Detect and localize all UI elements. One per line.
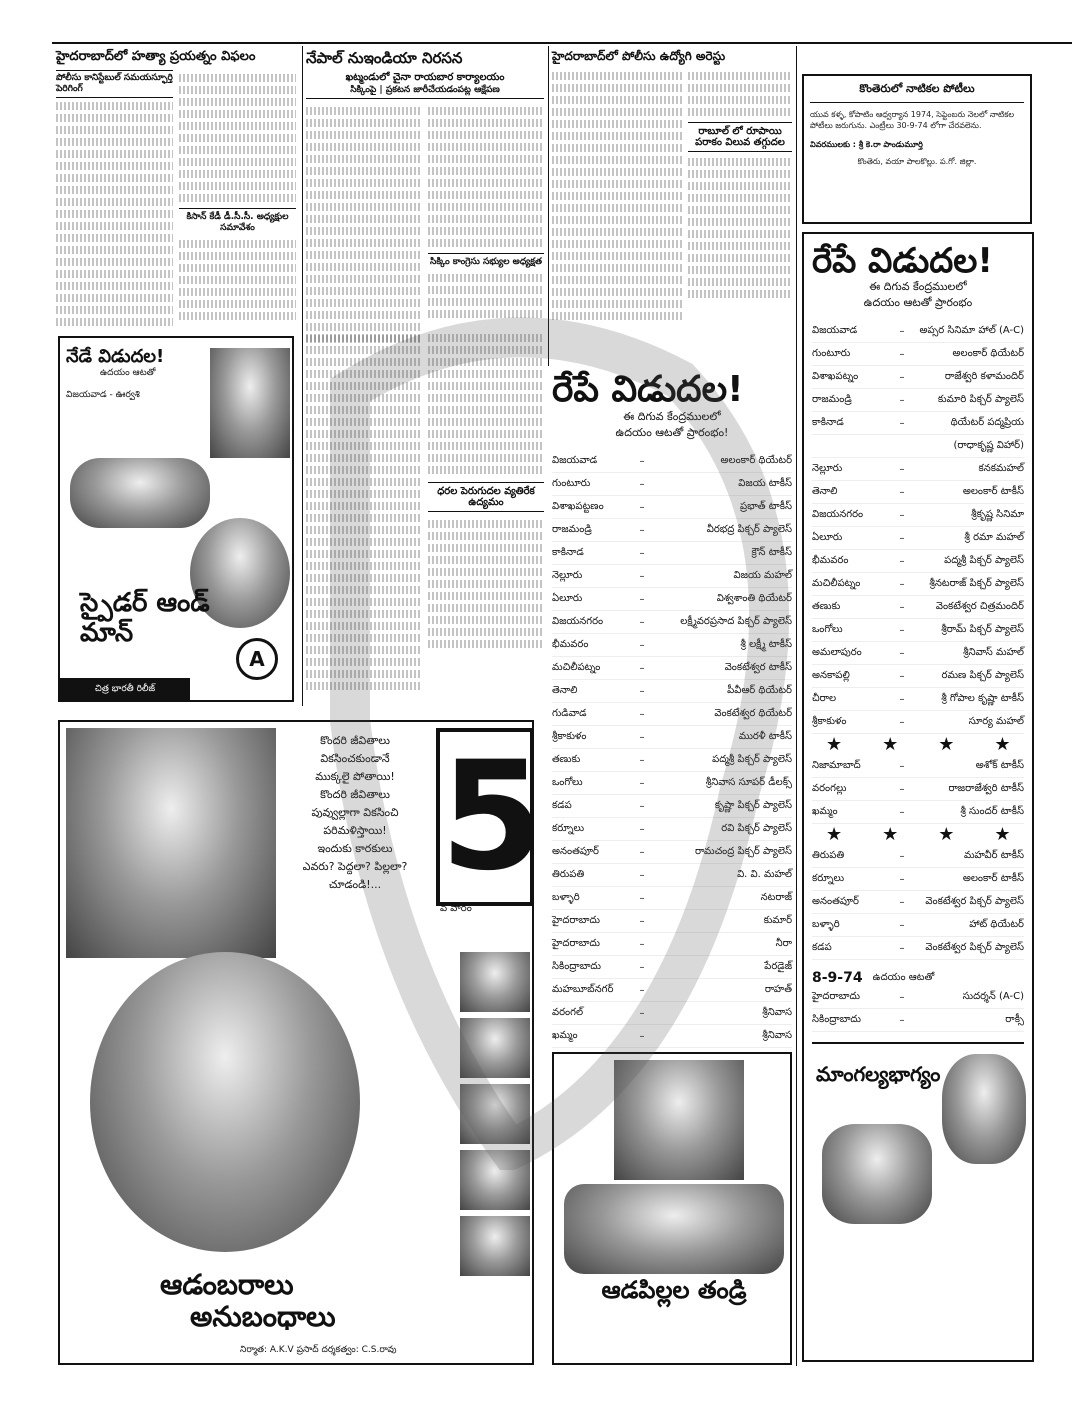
list-item-town: సికింద్రాబాదు (812, 1014, 861, 1025)
list-item-town: రాజమండ్రి (552, 524, 592, 535)
ad-spider-theatre: విజయవాడ - ఊర్వశి (66, 390, 140, 400)
list-item-dash: – (639, 846, 645, 858)
list-item-theatre: (రాధాకృష్ణ విహార్) (953, 440, 1024, 451)
list-item-town: గుంటూరు (552, 478, 591, 489)
list-item-dash: – (639, 524, 645, 536)
list-item-town: అనకాపల్లి (812, 670, 850, 681)
list-item-theatre: శ్రీనివాస (762, 1007, 792, 1018)
list-item (552, 450, 792, 473)
list-item (552, 588, 792, 611)
list-item-town: సికింద్రాబాదు (552, 961, 601, 972)
list-item-theatre: శ్రీ లక్ష్మీ టాకీస్ (740, 639, 792, 650)
list-item-dash: – (899, 509, 905, 521)
list-item-dash: – (639, 455, 645, 467)
list-item-dash: – (639, 754, 645, 766)
notice-body: యువ కళ్ళ, కోపాటిం ఆధ్వర్యాన 1974, సెప్టెంబరు నెలలో నాటికల పోటీలు జరుగును. ఎంట్రీలు 30-9-74 లోగా చేరవలెను. (810, 110, 1015, 130)
list-item-dash: – (899, 942, 905, 954)
col-rule-1 (302, 46, 303, 706)
ad-right-sub2: ఉదయం ఆటతో ప్రారంభం (863, 296, 973, 309)
list-item (812, 550, 1024, 573)
ad-right-list1 (812, 320, 1024, 734)
list-item-dash: – (639, 731, 645, 743)
list-item (552, 910, 792, 933)
list-item-town: హైదరాబాదు (812, 991, 860, 1002)
rating-badge: A (236, 638, 278, 680)
star-icon: ★★★★ (826, 824, 1051, 845)
list-item-theatre: శ్రీనివాస సూపర్ డీలక్స్ (705, 777, 792, 788)
list-item-dash: – (899, 624, 905, 636)
list-item-dash: – (899, 578, 905, 590)
week-number: 5 (436, 728, 534, 906)
list-item-dash: – (899, 394, 905, 406)
list-item (812, 504, 1024, 527)
list-item-theatre: అలంకార్ థియేటర్ (720, 455, 792, 466)
cast-strip (460, 952, 530, 1352)
list-item (812, 801, 1024, 824)
list-item (812, 573, 1024, 596)
list-item (552, 795, 792, 818)
subhead-2: ఖట్మండులో చైనా రాయబార కార్యాలయం (345, 72, 505, 83)
ad-right-list3 (812, 845, 1024, 960)
list-item-theatre: లక్ష్మీవరప్రసాద పిక్చర్ ప్యాలెస్ (680, 616, 792, 627)
list-item-dash: – (639, 478, 645, 490)
list-item-theatre: పద్మశ్రీ పిక్చర్ ప్యాలెస్ (712, 754, 792, 765)
list-item-town: ఖమ్మం (552, 1030, 578, 1041)
group-photo (822, 1124, 932, 1224)
list-item (552, 956, 792, 979)
list-item-dash: – (899, 806, 905, 818)
list-item-town: హైదరాబాదు (552, 915, 600, 926)
list-item-dash: – (899, 486, 905, 498)
list-item (812, 320, 1024, 343)
list-item-theatre: శ్రీనివాస (762, 1030, 792, 1041)
list-item-dash: – (639, 892, 645, 904)
list-item (812, 868, 1024, 891)
list-item (812, 1009, 1024, 1032)
list-item-theatre: సూర్య మహల్ (968, 716, 1024, 727)
list-item-town: అమలాపురం (812, 647, 862, 658)
list-item (552, 818, 792, 841)
list-item-town: తిరుపతి (812, 850, 845, 861)
list-item (552, 979, 792, 1002)
list-item (812, 688, 1024, 711)
list-item-town: విజయవాడ (812, 325, 858, 336)
article-col2 (306, 48, 544, 347)
list-item-town: వరంగల్ (552, 1007, 584, 1018)
list-item-dash: – (639, 823, 645, 835)
list-item-town: గుడివాడ (552, 708, 587, 719)
list-item-theatre: వెంకటేశ్వర పిక్చర్ ప్యాలెస్ (925, 896, 1024, 907)
list-item (552, 473, 792, 496)
list-item-town: విశాఖపట్నం (812, 371, 859, 382)
ad-right-date: 8-9-74 (812, 970, 863, 986)
list-item-dash: – (639, 501, 645, 513)
list-item (552, 864, 792, 887)
list-item-town: అనంతపూర్ (812, 896, 859, 907)
ad-right-sub1: ఈ దిగువ కేంద్రములలో (869, 280, 967, 293)
ad-adambaralu (58, 720, 545, 1365)
list-item-dash: – (899, 693, 905, 705)
list-item-town: శ్రీకాకుళం (812, 716, 847, 727)
list-item-dash: – (639, 915, 645, 927)
list-item (812, 435, 1024, 458)
week-label: వ వారం (440, 903, 472, 914)
list-item-dash: – (639, 800, 645, 812)
ad-spider-banner: నేడే విడుదల! (66, 346, 165, 367)
list-item-dash: – (899, 1014, 905, 1026)
list-item (552, 772, 792, 795)
actor-photo (614, 1060, 744, 1180)
list-item-theatre: శ్రీ రమా మహల్ (964, 532, 1024, 543)
list-item-theatre: రాజేశ్వరి కళామందిర్ (944, 371, 1024, 382)
list-item-theatre: అశోక్ టాకీస్ (975, 760, 1024, 771)
ad-right (802, 232, 1051, 1362)
list-item-town: భీమవరం (812, 555, 849, 566)
subhead-2d: ధరల పెరుగుదల వ్యతిరేక ఉద్యమం (428, 482, 544, 512)
list-item (812, 481, 1024, 504)
ad-middle-sub1: ఈ దిగువ కేంద్రములలో (623, 410, 721, 423)
list-item (552, 749, 792, 772)
list-item-theatre: శ్రీ గోపాల కృష్ణా టాకీస్ (941, 693, 1024, 704)
list-item (552, 887, 792, 910)
list-item-town: శ్రీకాకుళం (552, 731, 587, 742)
list-item-dash: – (899, 670, 905, 682)
list-item-town: నెల్లూరు (812, 463, 843, 474)
list-item (552, 519, 792, 542)
list-item-town: భీమవరం (552, 639, 589, 650)
ad-title-1: ఆడంబరాలు (160, 1268, 294, 1301)
list-item-theatre: రాజరాజేశ్వరి టాకీస్ (948, 783, 1024, 794)
list-item-town: ఒంగోలు (812, 624, 843, 635)
list-item (552, 657, 792, 680)
ad-spider (58, 336, 294, 702)
ad-middle-list (552, 450, 792, 1048)
list-item (552, 611, 792, 634)
subhead-1: పోలీసు కానిస్టేబుల్ సమయస్ఫూర్తి పెరిగింగ్ (56, 70, 173, 98)
list-item (812, 596, 1024, 619)
action-photo (70, 458, 210, 528)
list-item-theatre: శ్రీకృష్ణ సినిమా (971, 509, 1024, 520)
headline-3: హైదరాబాద్‌లో పోలీసు ఉద్యోగి అరెస్టు (552, 49, 726, 63)
list-item-dash: – (899, 919, 905, 931)
ad-mangalya (812, 1042, 1024, 1234)
list-item-dash: – (639, 1007, 645, 1019)
article-col3 (552, 48, 792, 324)
list-item-town: తణుకు (552, 754, 581, 765)
list-item-dash: – (899, 896, 905, 908)
list-item-theatre: శ్రీనివాస్ మహల్ (963, 647, 1024, 658)
list-item-theatre: అలంకార్ థియేటర్ (952, 348, 1024, 359)
list-item-dash: – (899, 647, 905, 659)
list-item-theatre: వెంకటేశ్వర చిత్రమందిర్ (935, 601, 1024, 612)
list-item (812, 412, 1024, 435)
couple-photo (90, 952, 360, 1252)
list-item-theatre: కృష్ణా పిక్చర్ ప్యాలెస్ (714, 800, 792, 811)
list-item-town: మచిలీపట్నం (812, 578, 861, 589)
list-item (812, 711, 1024, 734)
ad-middle-banner: రేపే విడుదల! (552, 369, 744, 410)
ad-credit: నిర్మాత: A.K.V ప్రసాద్ దర్శకత్వం: C.S.రావు (240, 1345, 397, 1355)
ad-aadapillalu (552, 1052, 792, 1365)
list-item-theatre: పద్మశ్రీ పిక్చర్ ప్యాలెస్ (944, 555, 1024, 566)
list-item (812, 343, 1024, 366)
star-icon: ★★★★ (826, 734, 1051, 755)
subhead-2c: సిక్కిం కాంగ్రెసు సభ్యుల అధ్యక్షత (428, 253, 544, 268)
list-item-town: కర్నూలు (552, 823, 585, 834)
list-item-theatre: కుమారి పిక్చర్ ప్యాలెస్ (937, 394, 1024, 405)
top-rule (52, 42, 1072, 44)
list-item-dash: – (899, 463, 905, 475)
list-item-dash: – (639, 984, 645, 996)
list-item-town: కడప (552, 800, 572, 811)
list-item-theatre: క్రౌన్ టాకీస్ (751, 547, 792, 558)
col-rule-2 (548, 46, 549, 366)
list-item-dash: – (899, 532, 905, 544)
list-item-town: మచిలీపట్నం (552, 662, 601, 673)
list-item (552, 1025, 792, 1048)
list-item-dash: – (899, 555, 905, 567)
list-item-dash: – (639, 616, 645, 628)
ad-middle-sub2: ఉదయం ఆటతో ప్రారంభం! (615, 426, 729, 439)
list-item (552, 703, 792, 726)
list-item (552, 542, 792, 565)
notice-headline: కొంతెరులో నాటికల పోటీలు (810, 82, 1024, 103)
list-item (552, 1002, 792, 1025)
list-item-town: హైదరాబాదు (552, 938, 600, 949)
list-item-town: కర్నూలు (812, 873, 845, 884)
list-item-theatre: అప్సర సినిమా హాల్ (A-C) (919, 325, 1024, 336)
list-item (552, 496, 792, 519)
list-item-town: అనంతపూర్ (552, 846, 599, 857)
list-item (812, 642, 1024, 665)
list-item-town: గుంటూరు (812, 348, 851, 359)
ad-right-list2 (812, 755, 1024, 824)
list-item (552, 680, 792, 703)
list-item-dash: – (899, 783, 905, 795)
ad-right-date-note: ఉదయం ఆటతో (872, 972, 935, 983)
list-item-dash: – (639, 685, 645, 697)
list-item-theatre: థియేటర్ పద్మప్రియ (950, 417, 1024, 428)
list-item-town: తెనాలి (552, 685, 578, 696)
list-item-theatre: రమణ పిక్చర్ ప్యాలెస్ (941, 670, 1024, 681)
list-item-theatre: వెంకటేశ్వర టాకీస్ (724, 662, 792, 673)
list-item-dash: – (639, 593, 645, 605)
list-item (812, 914, 1024, 937)
list-item-dash: – (639, 639, 645, 651)
children-photo (564, 1184, 784, 1274)
ad-spider-title: స్పైడర్ ఆండ్ మాన్ (80, 588, 210, 648)
list-item (812, 845, 1024, 868)
list-item-town: విశాఖపట్టణం (552, 501, 604, 512)
list-item-theatre: రామచంద్ర పిక్చర్ ప్యాలెస్ (694, 846, 792, 857)
list-item-dash: – (899, 716, 905, 728)
list-item-theatre: అలంకార్ టాకీస్ (962, 873, 1024, 884)
col-rule-3 (796, 46, 797, 1366)
list-item-town: కాకినాడ (812, 417, 844, 428)
list-item-theatre: వెంకటేశ్వర థియేటర్ (714, 708, 792, 719)
headline-1: హైదరాబాద్‌లో హత్యా ప్రయత్నం విఫలం (56, 49, 256, 64)
actress-photo (942, 1054, 1026, 1164)
list-item-town: మహబూబ్‌నగర్ (552, 984, 614, 995)
list-item-theatre: సుదర్శన్ (A-C) (962, 991, 1024, 1002)
list-item-theatre: మహవీర్ టాకీస్ (963, 850, 1024, 861)
list-item (812, 665, 1024, 688)
ad-middle (552, 370, 792, 1050)
list-item-town: రాజమండ్రి (812, 394, 852, 405)
ad-aadapillalu-title: ఆడపిల్లల తండ్రి (601, 1276, 747, 1304)
list-item-theatre: నీరా (775, 938, 792, 949)
list-item-theatre: పేరడైజ్ (764, 961, 792, 972)
list-item-town: బళ్ళారి (552, 892, 580, 903)
list-item-theatre: శ్రీరామ్ పిక్చర్ ప్యాలెస్ (941, 624, 1024, 635)
list-item-town: ఏలూరు (812, 532, 843, 543)
list-item-town: ఖమ్మం (812, 806, 838, 817)
list-item (812, 778, 1024, 801)
list-item-theatre: అలంకార్ టాకీస్ (962, 486, 1024, 497)
ad-right-list4 (812, 986, 1024, 1032)
list-item-theatre: మురళీ టాకీస్ (738, 731, 792, 742)
list-item-dash: – (639, 708, 645, 720)
list-item-town: విజయనగరం (552, 616, 604, 627)
ad-spider-sub: ఉదయం ఆటతో (100, 368, 156, 378)
list-item-theatre: పీవీఆర్ థియేటర్ (727, 685, 792, 696)
list-item (812, 755, 1024, 778)
actor-photo (210, 348, 290, 458)
list-item (552, 565, 792, 588)
notice-address: కొంతెరు, వయా పాలకొల్లు. ప.గో. జిల్లా. (857, 157, 977, 166)
list-item-dash: – (899, 348, 905, 360)
list-item-dash: – (899, 417, 905, 429)
subhead-1b: కిసాన్‌ కేడీ డీ.సీ.సీ. అధ్యక్షుల సమావేశం (179, 208, 296, 234)
actress-photo (66, 728, 276, 958)
list-item (812, 366, 1024, 389)
list-item-theatre: రాక్సీ (1005, 1014, 1024, 1025)
list-item-town: వరంగల్లు (812, 783, 847, 794)
list-item-dash: – (639, 662, 645, 674)
list-item-theatre: శ్రీ సుందర్ టాకీస్ (960, 806, 1024, 817)
list-item-dash: – (899, 850, 905, 862)
list-item-town: కడప (812, 942, 832, 953)
list-item-theatre: రాహత్ (764, 984, 792, 995)
list-item-dash: – (899, 601, 905, 613)
list-item-town: ఒంగోలు (552, 777, 583, 788)
list-item-theatre: వి. వి. మహల్ (737, 869, 792, 880)
list-item-town: తిరుపతి (552, 869, 585, 880)
subhead-3: రాబూల్ లో రూపాయి పరాకం విలువ తగ్గుదల (688, 122, 792, 152)
list-item-theatre: వీరభద్ర పిక్చర్ ప్యాలెస్ (706, 524, 792, 535)
list-item-dash: – (899, 760, 905, 772)
list-item-dash: – (639, 777, 645, 789)
list-item-theatre: కుమార్ (763, 915, 792, 926)
list-item-dash: – (899, 873, 905, 885)
list-item-town: తెనాలి (812, 486, 838, 497)
list-item-town: చీరాల (812, 693, 837, 704)
list-item (812, 891, 1024, 914)
list-item-dash: – (899, 371, 905, 383)
list-item (812, 389, 1024, 412)
list-item-theatre: హాట్ థియేటర్ (969, 919, 1024, 930)
list-item-theatre: శ్రీనటరాజ్ పిక్చర్ ప్యాలెస్ (929, 578, 1024, 589)
list-item-dash: – (639, 570, 645, 582)
list-item (812, 619, 1024, 642)
list-item (552, 726, 792, 749)
list-item (552, 933, 792, 956)
list-item-dash: – (639, 1030, 645, 1042)
article-col2-lower (306, 330, 544, 694)
list-item-dash: – (639, 938, 645, 950)
list-item-town: తణుకు (812, 601, 841, 612)
ad-spider-distributor: చిత్ర భారతీ రిలీజ్ (60, 678, 190, 700)
list-item-town: విజయవాడ (552, 455, 598, 466)
list-item-dash: – (639, 869, 645, 881)
notice-contact: వివరములకు : శ్రీ కె.రా పాండుమూర్తి (810, 140, 923, 149)
list-item (812, 527, 1024, 550)
list-item (812, 937, 1024, 960)
list-item-town: బళ్ళారి (812, 919, 840, 930)
list-item-theatre: కనకమహల్ (978, 463, 1024, 474)
article-col1 (56, 48, 296, 330)
list-item-theatre: విజయ మహల్ (733, 570, 792, 581)
ad-title-2: అనుబంధాలు (190, 1300, 336, 1333)
list-item-theatre: వెంకటేశ్వర పిక్చర్ ప్యాలెస్ (925, 942, 1024, 953)
list-item-dash: – (899, 325, 905, 337)
list-item-dash: – (899, 991, 905, 1003)
subhead-2b: సిక్కింపై | ప్రకటన జారీచేయడంపట్ల ఆక్షేపణ (306, 85, 544, 99)
list-item-theatre: నటరాజ్ (760, 892, 792, 903)
list-item (812, 986, 1024, 1009)
list-item-dash: – (639, 547, 645, 559)
list-item-town: నెల్లూరు (552, 570, 583, 581)
list-item-theatre: విశ్వశాంతి థియేటర్ (716, 593, 792, 604)
headline-2: నేపాల్ నుఇండియా నిరసన (306, 49, 463, 67)
notice-box (802, 74, 1032, 224)
list-item-town: కాకినాడ (552, 547, 584, 558)
ad-mangalya-title: మాంగల్యభాగ్యం (816, 1062, 941, 1086)
list-item-town: విజయనగరం (812, 509, 864, 520)
list-item-dash: – (639, 961, 645, 973)
list-item (552, 634, 792, 657)
ad-verse: కొందరి జీవితాలు వికసించకుండానే ముక్కలై పోతాయి! కొందరి జీవితాలు పువ్వుల్లాగా వికసించి పరిమళిస్తాయి! ఇందుకు కారకులు ఎవరు? పెద్దలా? పిల్లలా? చూడండి!... (302, 734, 408, 891)
list-item-theatre: ప్రభాత్ టాకీస్ (739, 501, 792, 512)
list-item-theatre: విజయ టాకీస్ (738, 478, 792, 489)
list-item-town: నిజామాబాద్ (812, 760, 861, 771)
ad-right-banner: రేపే విడుదల! (812, 241, 993, 281)
list-item (812, 458, 1024, 481)
list-item (552, 841, 792, 864)
list-item-town: ఏలూరు (552, 593, 583, 604)
list-item-theatre: రవి పిక్చర్ ప్యాలెస్ (721, 823, 792, 834)
